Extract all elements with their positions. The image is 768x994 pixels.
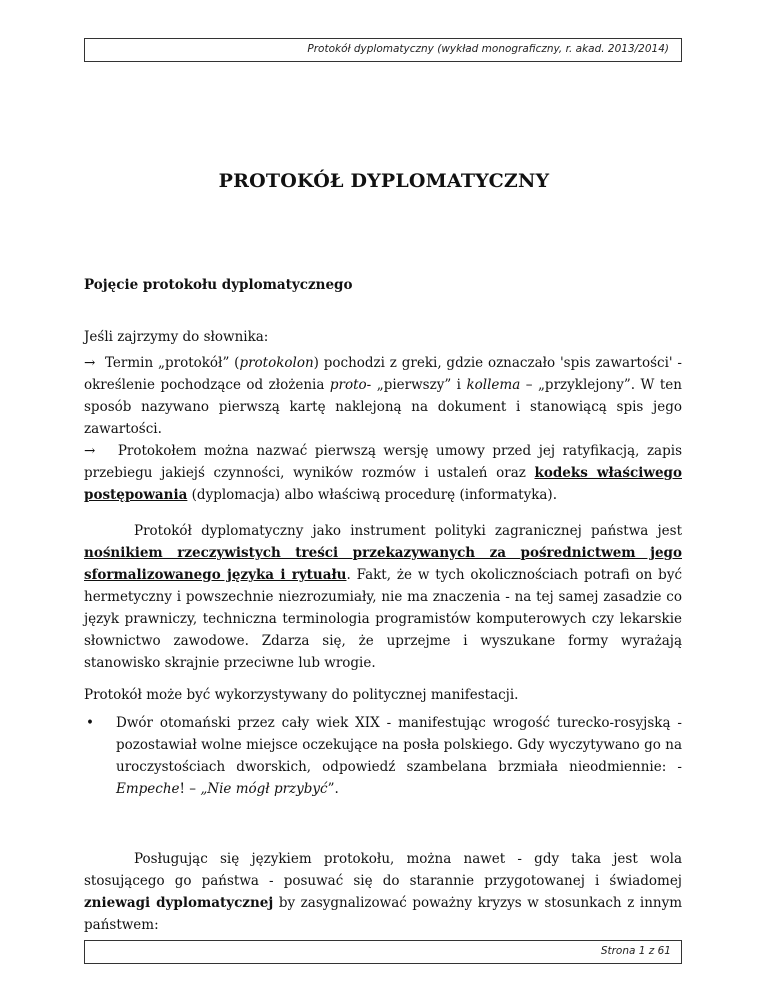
intro-line: Jeśli zajrzymy do słownika:	[84, 329, 269, 345]
paragraph-instrument: Protokół dyplomatyczny jako instrument polityki zagranicznej państwa jest nośnikiem rzeczywistych treści przekazywanych za pośrednictwem jego sformalizowanego języka i rytuału. Fakt, że w tych okolicznościach potrafi on być hermetyczny i powszechnie niezrozumiały, nie ma znaczenia - na tej samej zasadzie co język prawniczy, techniczna terminologia programistów komputerowych czy lekarskie słownictwo zawodowe. Zdarza się, że uprzejme i wyszukane formy wyrażają stanowisko skrajnie przeciwne lub wrogie.	[84, 523, 683, 671]
section-heading: Pojęcie protokołu dyplomatycznego	[84, 277, 353, 293]
arrow-right-icon: →	[84, 443, 96, 459]
arrow-right-icon: →	[84, 355, 96, 371]
page-number: Strona 1 z 61	[600, 945, 671, 957]
bullet-icon: •	[86, 715, 94, 731]
page-footer	[84, 940, 682, 964]
definition-etymology: → Termin „protokół” (protokolon) pochodzi z greki, gdzie oznaczało 'spis zawartości' - określenie pochodzące od złożenia proto- „pierwszy” i kollema – „przyklejony”. W ten sposób nazywano pierwszą kartę naklejoną na dokument i stanowiącą spis jego zawartości.	[84, 355, 682, 437]
page-header	[84, 38, 682, 62]
paragraph-manifestation: Protokół może być wykorzystywany do politycznej manifestacji.	[84, 687, 519, 703]
definition-usage: → Protokołem można nazwać pierwszą wersję umowy przed jej ratyfikacją, zapis przebiegu jakiejś czynności, wyników rozmów i ustaleń oraz kodeks właściwego postępowania (dyplomacja) albo właściwą procedurę (informatyka).	[84, 443, 682, 503]
paragraph-insult: Posługując się językiem protokołu, można nawet - gdy taka jest wola stosującego go państwa - posuwać się do starannie przygotowanej i świadomej zniewagi dyplomatycznej by zasygnalizować poważny kryzys w stosunkach z innym państwem:	[84, 851, 683, 933]
document-title: PROTOKÓŁ DYPLOMATYCZNY	[218, 170, 550, 192]
header-text: Protokół dyplomatyczny (wykład monograficzny, r. akad. 2013/2014)	[307, 43, 669, 55]
list-item: • Dwór otomański przez cały wiek XIX - manifestując wrogość turecko-rosyjską - pozostawiał wolne miejsce oczekujące na posła polskiego. Gdy wyczytywano go na uroczystościach dworskich, odpowiedź szambelana brzmiała nieodmiennie: - Empeche! – „Nie mógł przybyć”.	[110, 712, 682, 800]
